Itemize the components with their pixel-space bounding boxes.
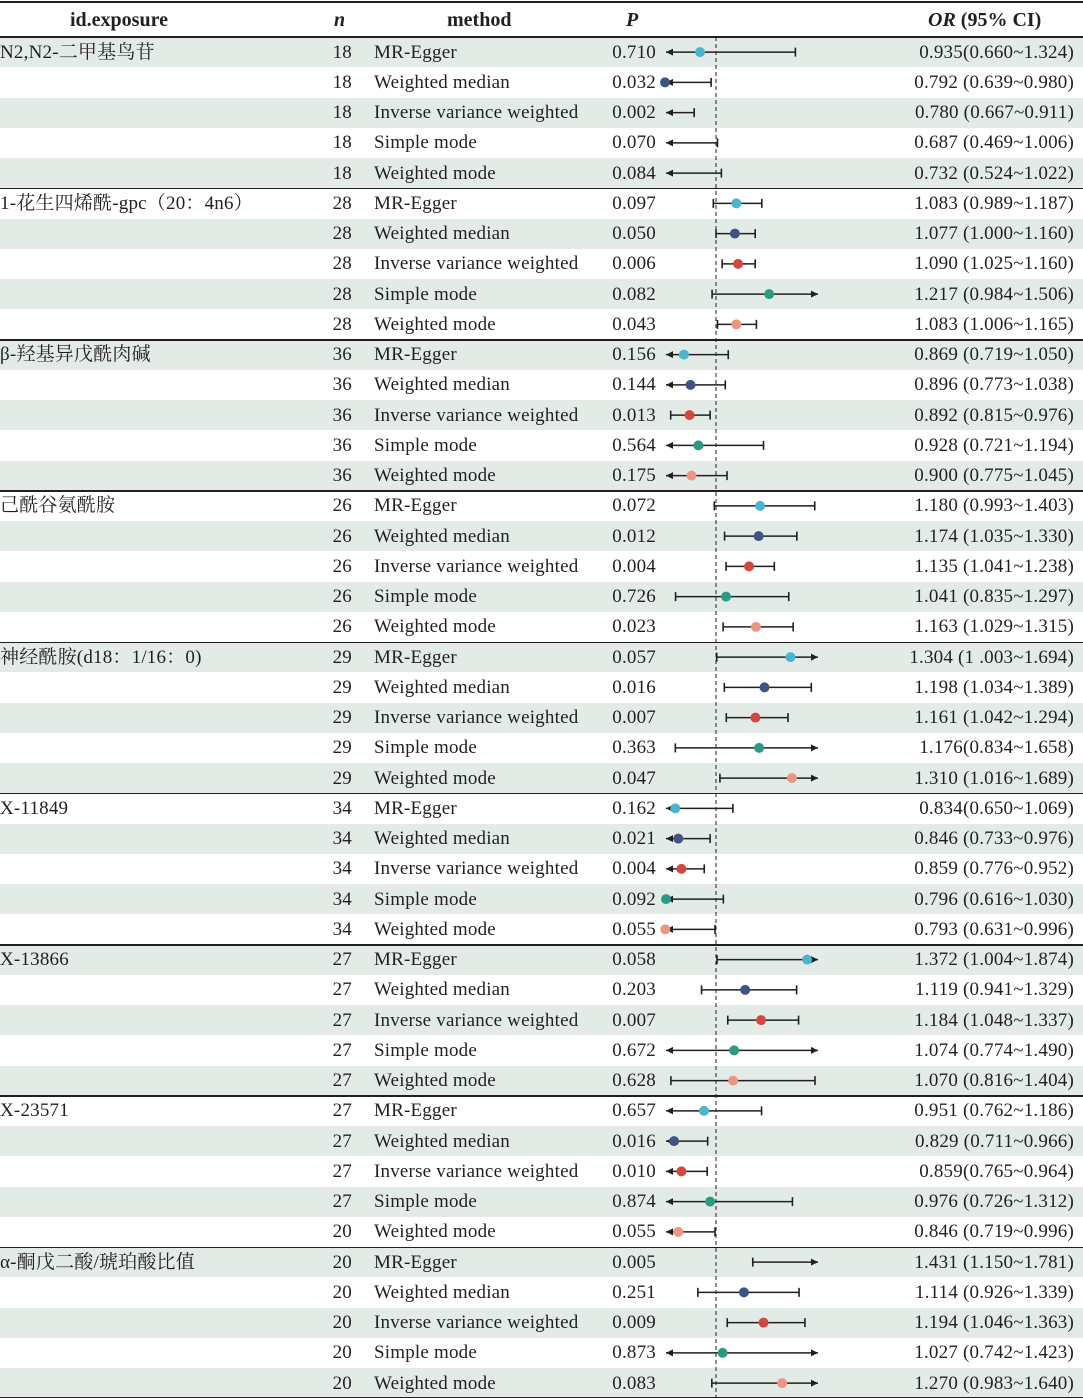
ci-right-arrow bbox=[811, 654, 818, 661]
point-estimate bbox=[660, 77, 670, 87]
or-ci-value: 0.935(0.660~1.324) bbox=[919, 41, 1074, 63]
n-value: 26 bbox=[332, 525, 352, 547]
or-ci-value: 1.372 (1.004~1.874) bbox=[914, 949, 1074, 970]
header-ci-text: (95% CI) bbox=[960, 9, 1042, 31]
or-ci-value: 0.780 (0.667~0.911) bbox=[914, 102, 1074, 123]
point-estimate bbox=[750, 713, 760, 723]
n-value: 20 bbox=[332, 1251, 352, 1273]
point-estimate bbox=[756, 1015, 766, 1025]
n-value: 29 bbox=[332, 767, 352, 789]
point-estimate bbox=[669, 1136, 679, 1146]
point-estimate bbox=[721, 592, 731, 602]
or-ci-value: 1.217 (0.984~1.506) bbox=[914, 283, 1074, 305]
method-label: MR-Egger bbox=[374, 495, 457, 517]
n-value: 20 bbox=[332, 1312, 352, 1333]
or-ci-value: 0.859 (0.776~0.952) bbox=[914, 858, 1074, 880]
point-estimate bbox=[670, 803, 680, 813]
p-value: 0.203 bbox=[612, 979, 656, 1001]
ci-left-arrow bbox=[666, 109, 673, 116]
or-ci-value: 0.732 (0.524~1.022) bbox=[914, 162, 1074, 184]
n-value: 28 bbox=[332, 313, 352, 335]
method-label: Inverse variance weighted bbox=[374, 1160, 579, 1182]
n-value: 29 bbox=[332, 707, 352, 728]
or-ci-value: 1.176(0.834~1.658) bbox=[919, 737, 1074, 759]
p-value: 0.005 bbox=[612, 1251, 656, 1273]
point-estimate bbox=[785, 652, 795, 662]
n-value: 29 bbox=[332, 737, 352, 759]
n-value: 34 bbox=[332, 858, 352, 880]
or-ci-value: 1.135 (1.041~1.238) bbox=[914, 555, 1074, 577]
n-value: 28 bbox=[332, 223, 352, 244]
p-value: 0.097 bbox=[612, 192, 656, 214]
or-ci-value: 0.792 (0.639~0.980) bbox=[914, 71, 1074, 93]
p-value: 0.016 bbox=[612, 1130, 656, 1152]
method-label: Weighted mode bbox=[374, 767, 496, 789]
point-estimate bbox=[787, 773, 797, 783]
point-estimate bbox=[802, 955, 812, 965]
method-label: MR-Egger bbox=[374, 949, 457, 970]
p-value: 0.016 bbox=[612, 676, 656, 698]
p-value: 0.007 bbox=[612, 707, 656, 728]
or-ci-value: 1.083 (0.989~1.187) bbox=[914, 192, 1074, 214]
or-ci-value: 1.083 (1.006~1.165) bbox=[914, 313, 1074, 335]
method-label: Inverse variance weighted bbox=[374, 1312, 579, 1333]
n-value: 28 bbox=[332, 283, 352, 305]
point-estimate bbox=[731, 319, 741, 329]
p-value: 0.564 bbox=[612, 434, 656, 456]
point-estimate bbox=[687, 471, 697, 481]
or-ci-value: 0.834(0.650~1.069) bbox=[919, 797, 1074, 819]
or-ci-value: 0.896 (0.773~1.038) bbox=[914, 374, 1074, 396]
group-separator bbox=[0, 188, 1083, 190]
n-value: 18 bbox=[332, 71, 352, 93]
header-method: method bbox=[447, 9, 512, 31]
method-label: Simple mode bbox=[374, 586, 477, 607]
point-estimate bbox=[728, 1076, 738, 1086]
header-or: OR bbox=[928, 9, 956, 31]
n-value: 26 bbox=[332, 555, 352, 577]
p-value: 0.144 bbox=[612, 374, 656, 396]
exposure-label: N2,N2-二甲基鸟苷 bbox=[0, 41, 155, 63]
method-label: MR-Egger bbox=[374, 646, 457, 668]
n-value: 28 bbox=[332, 253, 352, 275]
or-ci-value: 0.869 (0.719~1.050) bbox=[914, 344, 1074, 365]
ci-left-arrow bbox=[666, 1198, 673, 1205]
or-ci-value: 0.859(0.765~0.964) bbox=[919, 1160, 1074, 1182]
p-value: 0.047 bbox=[612, 767, 656, 789]
method-label: Weighted mode bbox=[374, 918, 496, 940]
method-label: Weighted mode bbox=[374, 1070, 496, 1091]
point-estimate bbox=[729, 1045, 739, 1055]
ci-left-arrow bbox=[666, 170, 673, 177]
point-estimate bbox=[739, 1287, 749, 1297]
n-value: 27 bbox=[332, 1039, 352, 1061]
method-label: Weighted median bbox=[374, 979, 511, 1001]
or-ci-value: 1.163 (1.029~1.315) bbox=[914, 616, 1074, 638]
or-ci-value: 0.796 (0.616~1.030) bbox=[914, 888, 1074, 910]
point-estimate bbox=[718, 1348, 728, 1358]
p-value: 0.055 bbox=[612, 1221, 656, 1243]
point-estimate bbox=[699, 1106, 709, 1116]
n-value: 36 bbox=[332, 404, 352, 426]
p-value: 0.010 bbox=[612, 1160, 656, 1182]
n-value: 36 bbox=[332, 344, 352, 365]
n-value: 18 bbox=[332, 162, 352, 184]
p-value: 0.070 bbox=[612, 132, 656, 154]
p-value: 0.156 bbox=[612, 344, 656, 365]
n-value: 36 bbox=[332, 465, 352, 486]
or-ci-value: 1.180 (0.993~1.403) bbox=[914, 495, 1074, 517]
p-value: 0.175 bbox=[612, 465, 656, 486]
p-value: 0.002 bbox=[612, 102, 656, 123]
n-value: 18 bbox=[332, 41, 352, 63]
or-ci-value: 0.900 (0.775~1.045) bbox=[914, 465, 1074, 486]
p-value: 0.032 bbox=[612, 71, 656, 93]
method-label: Simple mode bbox=[374, 1342, 477, 1364]
exposure-label: α-酮戊二酸/琥珀酸比值 bbox=[0, 1251, 195, 1273]
group-separator bbox=[0, 1095, 1083, 1097]
group-separator bbox=[0, 793, 1083, 795]
p-value: 0.021 bbox=[612, 828, 656, 849]
n-value: 27 bbox=[332, 1100, 352, 1122]
p-value: 0.628 bbox=[612, 1070, 656, 1091]
group-separator bbox=[0, 1247, 1083, 1249]
or-ci-value: 1.198 (1.034~1.389) bbox=[914, 676, 1074, 698]
method-label: Weighted mode bbox=[374, 616, 496, 638]
ci-right-arrow bbox=[811, 1349, 818, 1356]
p-value: 0.710 bbox=[612, 41, 656, 63]
or-ci-value: 1.270 (0.983~1.640) bbox=[914, 1372, 1074, 1394]
top-rule bbox=[0, 1, 1083, 3]
p-value: 0.672 bbox=[612, 1039, 656, 1061]
or-ci-value: 1.077 (1.000~1.160) bbox=[914, 223, 1074, 244]
point-estimate bbox=[695, 47, 705, 57]
or-ci-value: 1.070 (0.816~1.404) bbox=[914, 1070, 1074, 1091]
point-estimate bbox=[685, 410, 695, 420]
p-value: 0.251 bbox=[612, 1281, 656, 1303]
method-label: Weighted median bbox=[374, 525, 511, 547]
n-value: 27 bbox=[332, 1191, 352, 1212]
ci-right-arrow bbox=[811, 1380, 818, 1387]
p-value: 0.012 bbox=[612, 525, 656, 547]
n-value: 27 bbox=[332, 1160, 352, 1182]
ci-left-arrow bbox=[666, 865, 673, 872]
exposure-label: β-羟基异戊酰肉碱 bbox=[0, 344, 151, 365]
header-n: n bbox=[334, 9, 346, 31]
method-label: Weighted mode bbox=[374, 162, 496, 184]
point-estimate bbox=[731, 198, 741, 208]
point-estimate bbox=[730, 229, 740, 239]
p-value: 0.083 bbox=[612, 1372, 656, 1394]
p-value: 0.072 bbox=[612, 495, 656, 517]
or-ci-value: 1.161 (1.042~1.294) bbox=[914, 707, 1074, 728]
ci-left-arrow bbox=[666, 139, 673, 146]
p-value: 0.084 bbox=[612, 162, 656, 184]
p-value: 0.043 bbox=[612, 313, 656, 335]
p-value: 0.007 bbox=[612, 1009, 656, 1031]
ci-right-arrow bbox=[811, 291, 818, 298]
n-value: 18 bbox=[332, 102, 352, 123]
point-estimate bbox=[751, 622, 761, 632]
n-value: 20 bbox=[332, 1281, 352, 1303]
method-label: Simple mode bbox=[374, 737, 477, 759]
p-value: 0.050 bbox=[612, 223, 656, 244]
method-label: Inverse variance weighted bbox=[374, 404, 579, 426]
or-ci-value: 1.174 (1.035~1.330) bbox=[914, 525, 1074, 547]
method-label: Simple mode bbox=[374, 888, 477, 910]
or-ci-value: 1.090 (1.025~1.160) bbox=[914, 253, 1074, 275]
or-ci-value: 0.829 (0.711~0.966) bbox=[914, 1130, 1074, 1152]
or-ci-value: 1.074 (0.774~1.490) bbox=[914, 1039, 1074, 1061]
group-separator bbox=[0, 490, 1083, 492]
method-label: Weighted median bbox=[374, 71, 511, 93]
header-exposure: id.exposure bbox=[70, 9, 168, 31]
method-label: MR-Egger bbox=[374, 41, 457, 63]
n-value: 26 bbox=[332, 495, 352, 517]
p-value: 0.874 bbox=[612, 1191, 656, 1212]
point-estimate bbox=[740, 985, 750, 995]
exposure-label: X-23571 bbox=[0, 1100, 69, 1122]
method-label: Weighted mode bbox=[374, 465, 496, 486]
method-label: MR-Egger bbox=[374, 344, 457, 365]
p-value: 0.057 bbox=[612, 646, 656, 668]
p-value: 0.092 bbox=[612, 888, 656, 910]
method-label: MR-Egger bbox=[374, 797, 457, 819]
p-value: 0.004 bbox=[612, 858, 656, 880]
ci-left-arrow bbox=[666, 1349, 673, 1356]
point-estimate bbox=[754, 743, 764, 753]
exposure-label: X-13866 bbox=[0, 949, 69, 970]
or-ci-value: 1.310 (1.016~1.689) bbox=[914, 767, 1074, 789]
method-label: MR-Egger bbox=[374, 1251, 457, 1273]
or-ci-value: 1.041 (0.835~1.297) bbox=[914, 586, 1074, 607]
point-estimate bbox=[744, 561, 754, 571]
or-ci-value: 0.687 (0.469~1.006) bbox=[914, 132, 1074, 154]
n-value: 27 bbox=[332, 1070, 352, 1091]
n-value: 27 bbox=[332, 1009, 352, 1031]
p-value: 0.162 bbox=[612, 797, 656, 819]
point-estimate bbox=[673, 834, 683, 844]
n-value: 18 bbox=[332, 132, 352, 154]
method-label: Simple mode bbox=[374, 1039, 477, 1061]
header-p: P bbox=[626, 9, 639, 31]
or-ci-value: 0.846 (0.719~0.996) bbox=[914, 1221, 1074, 1243]
group-separator bbox=[0, 642, 1083, 644]
ci-left-arrow bbox=[666, 472, 673, 479]
point-estimate bbox=[660, 924, 670, 934]
n-value: 20 bbox=[332, 1221, 352, 1243]
ci-left-arrow bbox=[666, 381, 673, 388]
point-estimate bbox=[686, 380, 696, 390]
method-label: Weighted median bbox=[374, 374, 511, 396]
point-estimate bbox=[760, 682, 770, 692]
ci-left-arrow bbox=[666, 1107, 673, 1114]
or-ci-value: 0.976 (0.726~1.312) bbox=[914, 1191, 1074, 1212]
or-ci-value: 0.892 (0.815~0.976) bbox=[914, 404, 1074, 426]
n-value: 20 bbox=[332, 1372, 352, 1394]
method-label: Simple mode bbox=[374, 283, 477, 305]
method-label: Weighted median bbox=[374, 828, 511, 849]
ci-left-arrow bbox=[666, 49, 673, 56]
point-estimate bbox=[661, 894, 671, 904]
point-estimate bbox=[705, 1197, 715, 1207]
n-value: 34 bbox=[332, 828, 352, 849]
n-value: 36 bbox=[332, 434, 352, 456]
point-estimate bbox=[759, 1318, 769, 1328]
p-value: 0.009 bbox=[612, 1312, 656, 1333]
point-estimate bbox=[679, 350, 689, 360]
method-label: Inverse variance weighted bbox=[374, 102, 579, 123]
or-ci-value: 0.846 (0.733~0.976) bbox=[914, 828, 1074, 849]
or-ci-value: 1.304 (1 .003~1.694) bbox=[909, 646, 1074, 668]
or-ci-value: 0.793 (0.631~0.996) bbox=[914, 918, 1074, 940]
or-ci-value: 1.119 (0.941~1.329) bbox=[914, 979, 1074, 1001]
ci-right-arrow bbox=[811, 1259, 818, 1266]
point-estimate bbox=[673, 1227, 683, 1237]
method-label: Weighted mode bbox=[374, 1221, 496, 1243]
p-value: 0.657 bbox=[612, 1100, 656, 1122]
point-estimate bbox=[733, 259, 743, 269]
or-ci-value: 1.194 (1.046~1.363) bbox=[914, 1312, 1074, 1333]
n-value: 26 bbox=[332, 616, 352, 638]
method-label: Inverse variance weighted bbox=[374, 707, 579, 728]
method-label: Weighted mode bbox=[374, 1372, 496, 1394]
n-value: 27 bbox=[332, 949, 352, 970]
p-value: 0.006 bbox=[612, 253, 656, 275]
method-label: Simple mode bbox=[374, 1191, 477, 1212]
point-estimate bbox=[777, 1378, 787, 1388]
method-label: MR-Egger bbox=[374, 192, 457, 214]
method-label: Weighted median bbox=[374, 676, 511, 698]
ci-left-arrow bbox=[666, 351, 673, 358]
ci-right-arrow bbox=[811, 775, 818, 782]
method-label: Weighted median bbox=[374, 223, 511, 244]
or-ci-value: 0.951 (0.762~1.186) bbox=[914, 1100, 1074, 1122]
n-value: 29 bbox=[332, 676, 352, 698]
method-label: Inverse variance weighted bbox=[374, 555, 579, 577]
or-ci-value: 1.114 (0.926~1.339) bbox=[914, 1281, 1074, 1303]
p-value: 0.013 bbox=[612, 404, 656, 426]
point-estimate bbox=[693, 440, 703, 450]
or-ci-value: 1.431 (1.150~1.781) bbox=[914, 1251, 1074, 1273]
or-ci-value: 1.184 (1.048~1.337) bbox=[914, 1009, 1074, 1031]
exposure-label: 己酰谷氨酰胺 bbox=[0, 495, 116, 517]
p-value: 0.055 bbox=[612, 918, 656, 940]
ci-left-arrow bbox=[666, 1228, 673, 1235]
p-value: 0.082 bbox=[612, 283, 656, 305]
n-value: 20 bbox=[332, 1342, 352, 1364]
method-label: Simple mode bbox=[374, 434, 477, 456]
ci-left-arrow bbox=[666, 442, 673, 449]
group-separator bbox=[0, 339, 1083, 341]
method-label: Inverse variance weighted bbox=[374, 1009, 579, 1031]
ci-right-arrow bbox=[811, 1047, 818, 1054]
p-value: 0.023 bbox=[612, 616, 656, 638]
n-value: 36 bbox=[332, 374, 352, 396]
p-value: 0.363 bbox=[612, 737, 656, 759]
p-value: 0.873 bbox=[612, 1342, 656, 1364]
point-estimate bbox=[755, 501, 765, 511]
ci-left-arrow bbox=[666, 1168, 673, 1175]
method-label: MR-Egger bbox=[374, 1100, 457, 1122]
n-value: 27 bbox=[332, 1130, 352, 1152]
n-value: 27 bbox=[332, 979, 352, 1001]
method-label: Inverse variance weighted bbox=[374, 858, 579, 880]
or-ci-value: 0.928 (0.721~1.194) bbox=[914, 434, 1074, 456]
point-estimate bbox=[754, 531, 764, 541]
point-estimate bbox=[676, 1166, 686, 1176]
point-estimate bbox=[676, 864, 686, 874]
ci-left-arrow bbox=[666, 1047, 673, 1054]
exposure-label: X-11849 bbox=[0, 797, 69, 819]
n-value: 28 bbox=[332, 192, 352, 214]
group-separator bbox=[0, 944, 1083, 946]
method-label: Weighted median bbox=[374, 1130, 511, 1152]
n-value: 26 bbox=[332, 586, 352, 607]
p-value: 0.004 bbox=[612, 555, 656, 577]
n-value: 34 bbox=[332, 918, 352, 940]
ci-right-arrow bbox=[811, 744, 818, 751]
p-value: 0.726 bbox=[612, 586, 656, 607]
method-label: Weighted median bbox=[374, 1281, 511, 1303]
header-rule bbox=[0, 36, 1083, 38]
or-ci-value: 1.027 (0.742~1.423) bbox=[914, 1342, 1074, 1364]
p-value: 0.058 bbox=[612, 949, 656, 970]
n-value: 34 bbox=[332, 888, 352, 910]
method-label: Simple mode bbox=[374, 132, 477, 154]
point-estimate bbox=[764, 289, 774, 299]
n-value: 29 bbox=[332, 646, 352, 668]
exposure-label: 神经酰胺(d18：1/16：0) bbox=[0, 646, 202, 668]
exposure-label: 1-花生四烯酰-gpc（20：4n6） bbox=[0, 192, 253, 214]
method-label: Inverse variance weighted bbox=[374, 253, 579, 275]
n-value: 34 bbox=[332, 797, 352, 819]
method-label: Weighted mode bbox=[374, 313, 496, 335]
ci-left-arrow bbox=[666, 835, 673, 842]
